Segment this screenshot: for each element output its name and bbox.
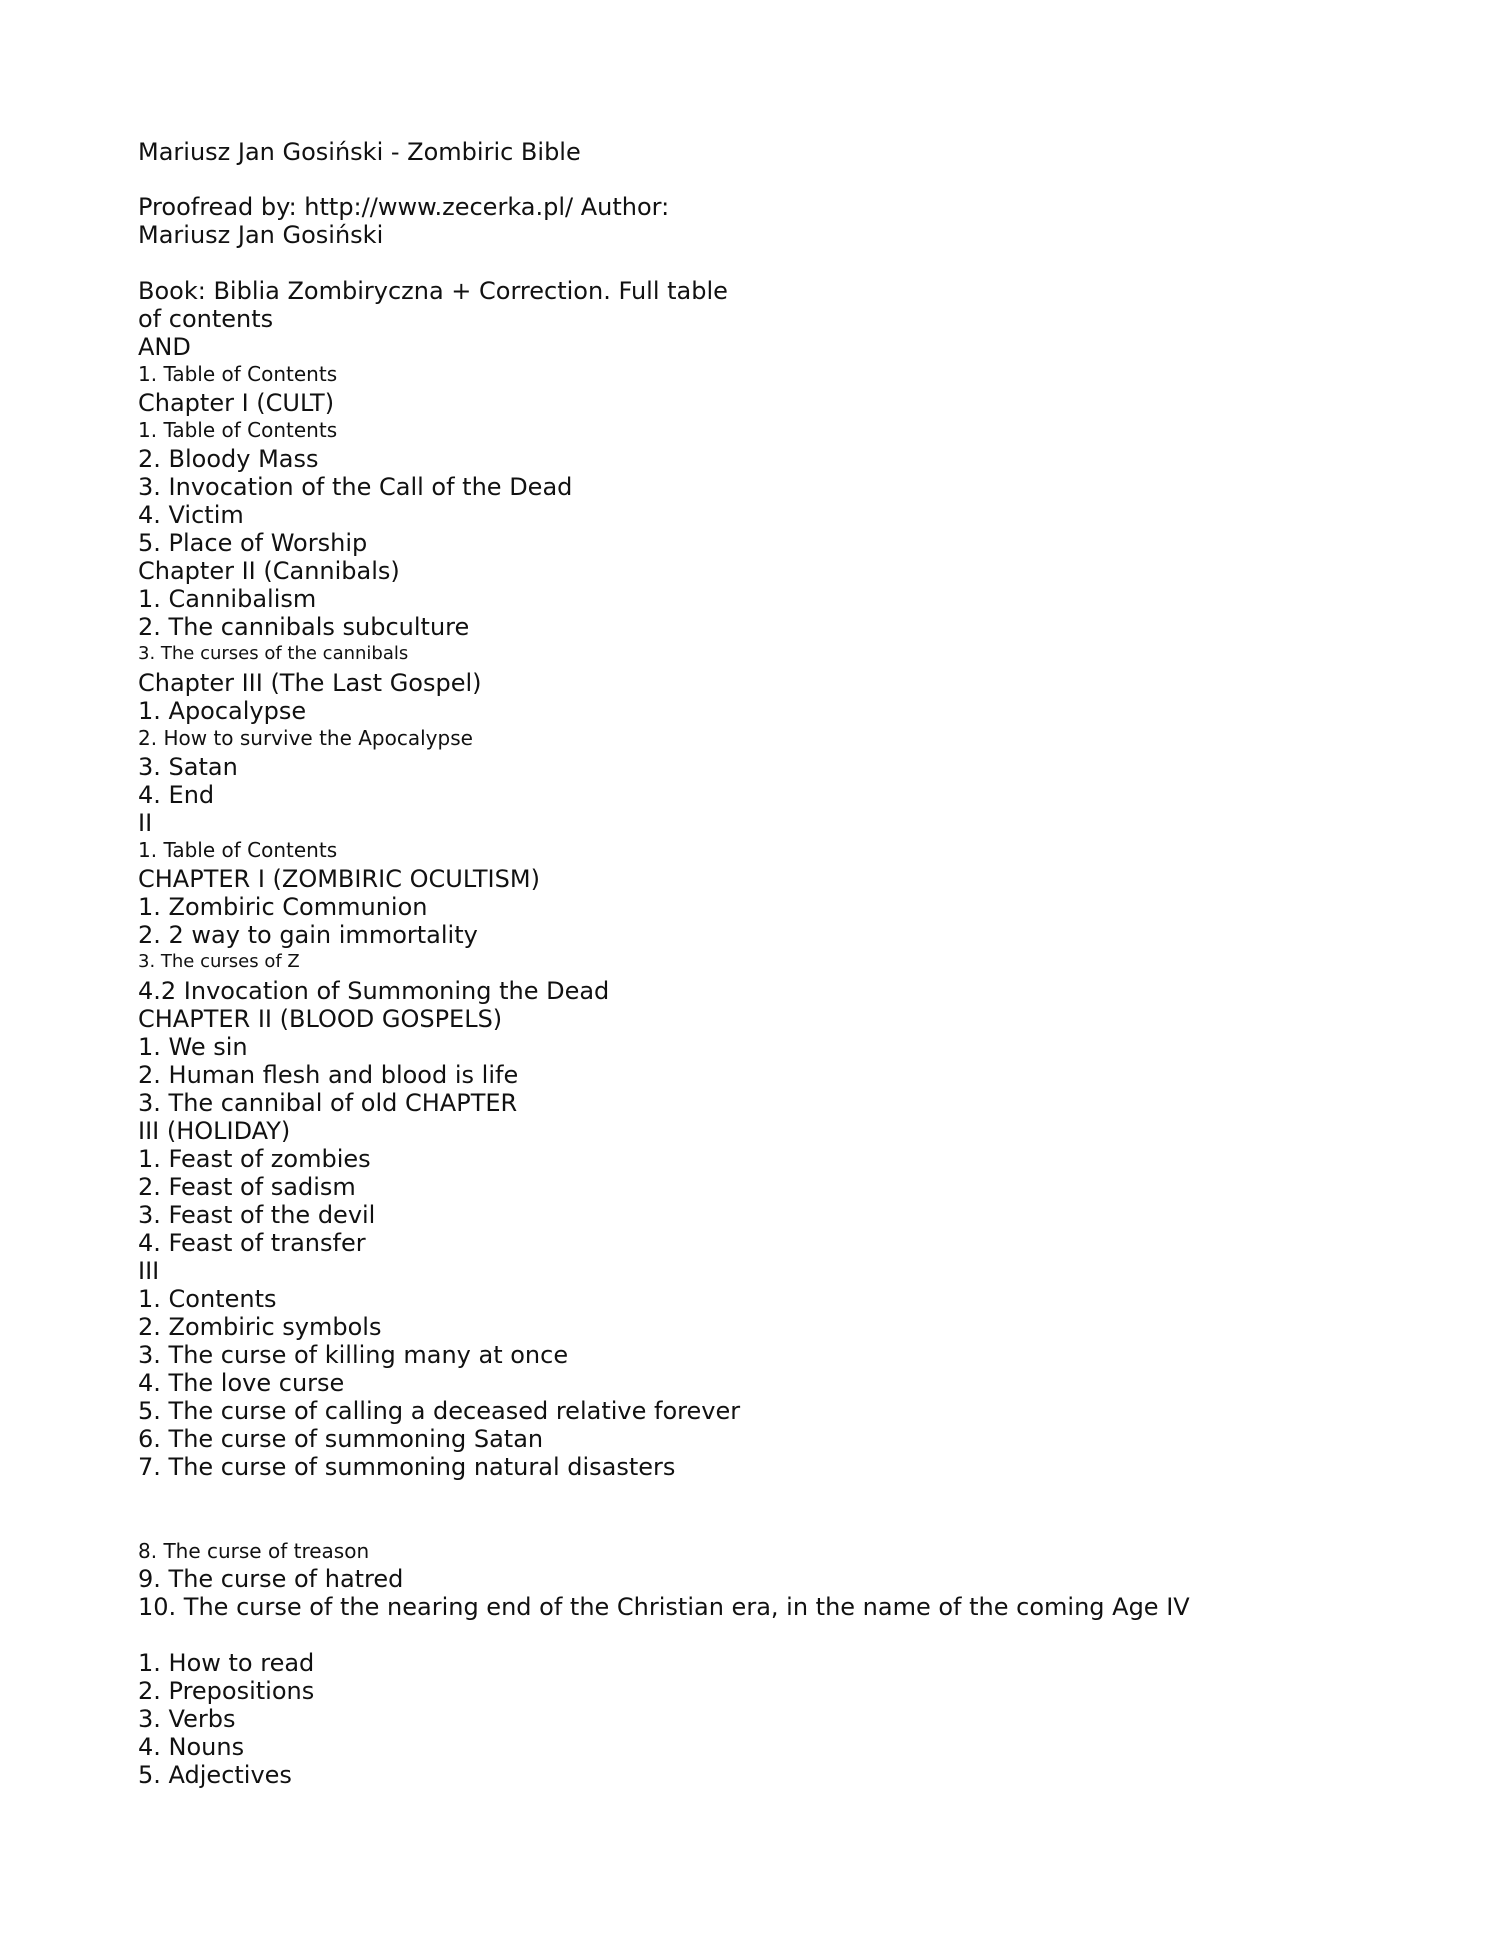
toc-item: 7. The curse of summoning natural disasters: [138, 1453, 676, 1481]
toc-item: 3. The curses of the cannibals: [138, 643, 409, 664]
toc-item: 10. The curse of the nearing end of the Christian era, in the name of the coming Age IV: [138, 1593, 1190, 1621]
chapter-heading: CHAPTER II (BLOOD GOSPELS): [138, 1005, 503, 1033]
toc-item: 1. Apocalypse: [138, 697, 307, 725]
chapter-heading: CHAPTER I (ZOMBIRIC OCULTISM): [138, 865, 540, 893]
toc-item: 2. Human flesh and blood is life: [138, 1061, 519, 1089]
toc-item: 2. The cannibals subculture: [138, 613, 470, 641]
toc-item: 3. Feast of the devil: [138, 1201, 376, 1229]
proofread-line: Proofread by: http://www.zecerka.pl/ Author:: [138, 193, 670, 221]
chapter-heading: III (HOLIDAY): [138, 1117, 291, 1145]
toc-item: 4.2 Invocation of Summoning the Dead: [138, 977, 610, 1005]
toc-item: 8. The curse of treason: [138, 1539, 370, 1563]
toc-item: 9. The curse of hatred: [138, 1565, 404, 1593]
toc-item: 2. Zombiric symbols: [138, 1313, 382, 1341]
toc-item: 4. The love curse: [138, 1369, 345, 1397]
toc-item: 3. The cannibal of old CHAPTER: [138, 1089, 518, 1117]
toc-item: 4. Feast of transfer: [138, 1229, 366, 1257]
toc-item: 4. End: [138, 781, 215, 809]
part-heading-and: AND: [138, 333, 191, 361]
toc-item: 1. Zombiric Communion: [138, 893, 428, 921]
toc-item: 2. How to survive the Apocalypse: [138, 726, 473, 750]
part-heading-iii: III: [138, 1257, 160, 1285]
toc-item: 3. The curses of Z: [138, 951, 300, 972]
toc-item: 1. We sin: [138, 1033, 248, 1061]
book-line: Book: Biblia Zombiryczna + Correction. Full table: [138, 277, 728, 305]
toc-item: 1. How to read: [138, 1649, 315, 1677]
toc-item: 2. Bloody Mass: [138, 445, 319, 473]
toc-item: 1. Table of Contents: [138, 418, 338, 442]
toc-item: 4. Nouns: [138, 1733, 245, 1761]
chapter-heading: Chapter III (The Last Gospel): [138, 669, 482, 697]
toc-item: 5. Place of Worship: [138, 529, 368, 557]
book-line-continued: of contents: [138, 305, 274, 333]
toc-item: 2. 2 way to gain immortality: [138, 921, 478, 949]
toc-item: 2. Prepositions: [138, 1677, 315, 1705]
toc-item: 1. Feast of zombies: [138, 1145, 371, 1173]
toc-item: 1. Cannibalism: [138, 585, 317, 613]
document-title: Mariusz Jan Gosiński - Zombiric Bible: [138, 138, 581, 166]
toc-item: 6. The curse of summoning Satan: [138, 1425, 544, 1453]
chapter-heading: Chapter I (CULT): [138, 389, 335, 417]
author-line: Mariusz Jan Gosiński: [138, 221, 384, 249]
toc-item: 5. The curse of calling a deceased relative forever: [138, 1397, 741, 1425]
toc-item: 1. Table of Contents: [138, 362, 338, 386]
toc-item: 1. Table of Contents: [138, 838, 338, 862]
toc-item: 5. Adjectives: [138, 1761, 292, 1789]
toc-item: 1. Contents: [138, 1285, 277, 1313]
chapter-heading: Chapter II (Cannibals): [138, 557, 400, 585]
part-heading-ii: II: [138, 809, 153, 837]
toc-item: 3. Invocation of the Call of the Dead: [138, 473, 573, 501]
toc-item: 4. Victim: [138, 501, 244, 529]
toc-item: 2. Feast of sadism: [138, 1173, 356, 1201]
toc-item: 3. Satan: [138, 753, 238, 781]
toc-item: 3. Verbs: [138, 1705, 236, 1733]
toc-item: 3. The curse of killing many at once: [138, 1341, 569, 1369]
